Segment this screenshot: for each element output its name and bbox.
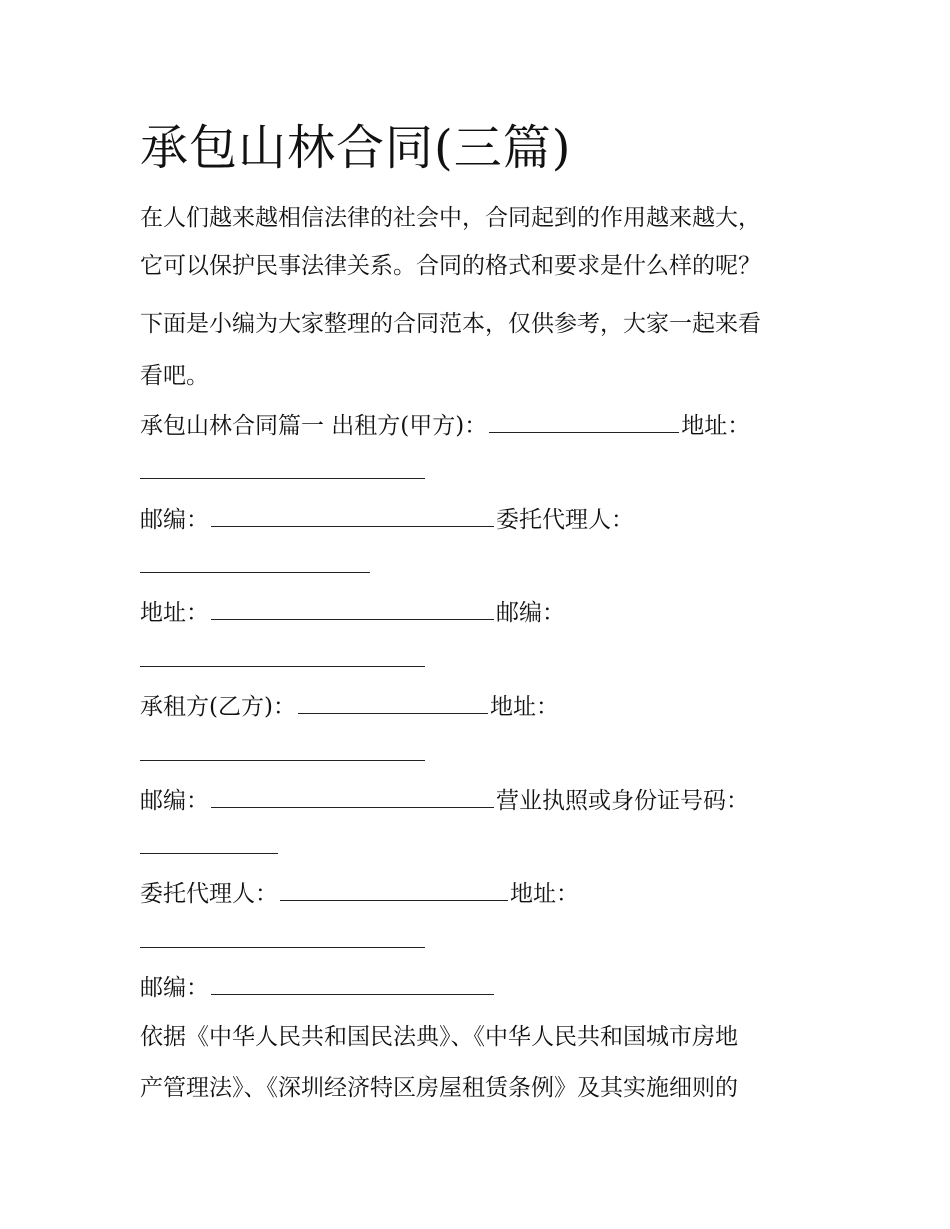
lessee-agent-address-label: 地址： [510,881,579,907]
agent-address-line [140,593,565,633]
lessee-line [140,687,559,727]
lessor-postcode-blank[interactable] [211,506,494,527]
lessor-address-label: 地址： [681,413,751,439]
lessee-agent-line [140,874,579,914]
lessee-agent-blank[interactable] [280,880,508,901]
agent-postcode-blank[interactable] [140,666,425,667]
lessor-label: 承包山林合同篇一 出租方(甲方)： [140,413,488,439]
intro-line-2: 它可以保护民事法律关系。合同的格式和要求是什么样的呢？ [140,253,761,279]
lessee-address-blank[interactable] [140,760,425,761]
basis-line-2: 产管理法》、《深圳经济特区房屋租赁条例》及其实施细则的 [140,1075,738,1101]
lessor-postcode-label: 邮编： [140,507,209,533]
license-label: 营业执照或身份证号码： [496,788,749,814]
lessee-blank[interactable] [298,693,488,714]
intro-line-3: 下面是小编为大家整理的合同范本，仅供参考，大家一起来看 [140,311,761,337]
lessee-agent-postcode-label: 邮编： [140,975,209,1001]
lessee-agent-postcode-line [140,968,496,1008]
lessor-blank[interactable] [489,412,679,433]
lessee-label: 承租方(乙方)： [140,694,296,720]
intro-line-1: 在人们越来越相信法律的社会中，合同起到的作用越来越大， [140,205,761,231]
lessee-postcode-label: 邮编： [140,788,209,814]
lessor-line [140,406,750,446]
lessee-postcode-blank[interactable] [211,787,494,808]
agent-address-blank[interactable] [211,599,494,620]
lessee-agent-address-blank[interactable] [140,947,425,948]
basis-line-1: 依据《中华人民共和国民法典》、《中华人民共和国城市房地 [140,1024,738,1050]
document-title: 承包山林合同(三篇) [140,120,572,176]
lessor-agent-label: 委托代理人： [496,507,634,533]
lessor-address-blank[interactable] [140,478,425,479]
agent-address-label: 地址： [140,600,209,626]
lessee-agent-postcode-blank[interactable] [211,974,494,995]
lessee-address-label: 地址： [489,694,559,720]
lessee-postcode-line [140,781,749,821]
agent-postcode-label: 邮编： [496,600,565,626]
intro-line-4: 看吧。 [140,363,209,389]
lessee-agent-label: 委托代理人： [140,881,278,907]
lessor-postcode-line [140,500,634,540]
lessor-agent-blank[interactable] [140,572,370,573]
license-blank[interactable] [140,853,278,854]
